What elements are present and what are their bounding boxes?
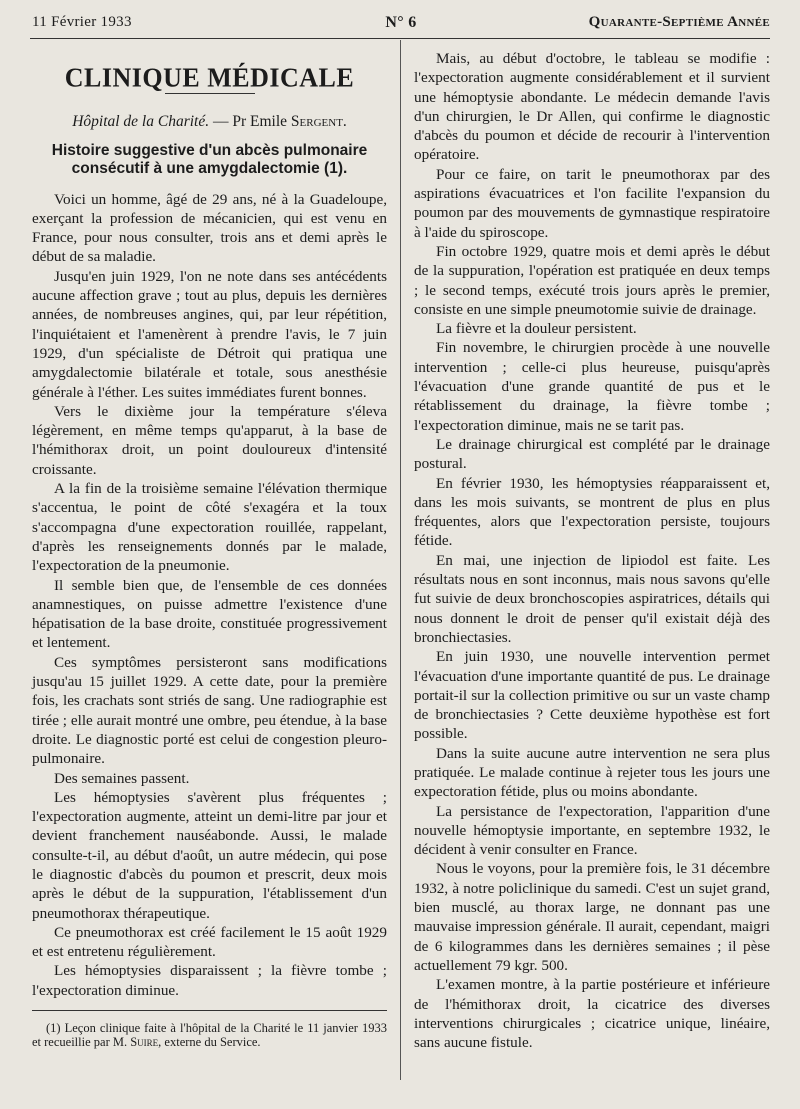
- byline-dash: —: [209, 113, 233, 131]
- body-paragraph: Fin novembre, le chirurgien procède à une nouvelle intervention ; celle-ci plus heureuse, puisqu'après l'évacuation d'une grande quantité de pus et le rétablissement du drainage, la fièvre tombe ; l'expectoration diminue, mais ne se tarit pas.: [414, 339, 770, 434]
- article-title: Histoire suggestive d'un abcès pulmonaire consécutif à une amygdalectomie (1).: [51, 141, 368, 177]
- byline-author-surname: Sergent.: [290, 113, 347, 131]
- footnote-name: Suire: [130, 1035, 159, 1050]
- body-paragraph: Voici un homme, âgé de 29 ans, né à la Guadeloupe, exerçant la profession de mécanicien, qui est venu en France, pour nous consulter, trois ans et demi après le début de sa maladie.: [32, 190, 387, 266]
- body-paragraph: Les hémoptysies disparaissent ; la fièvre tombe ; l'expectoration diminue.: [32, 962, 387, 999]
- body-paragraph: Des semaines passent.: [54, 769, 190, 787]
- column-divider: [400, 40, 401, 1080]
- footnote-text-end: , externe du Service.: [158, 1035, 261, 1050]
- header-rule: [30, 38, 770, 39]
- body-paragraph: Ces symptômes persisteront sans modifications jusqu'au 15 juillet 1929. A cette date, pour la première fois, les crachats sont striés de sang. Une radiographie est tirée ; elle aurait montré une ombre, peu étendue, à la base droite. Le diagnostic porté est celui de congestion pleuro-pulmonaire.: [32, 653, 387, 768]
- issue-number: N° 6: [385, 14, 417, 31]
- body-paragraph: Jusqu'en juin 1929, l'on ne note dans ses antécédents aucune affection grave ; tout au plus, depuis les dernières années, de nombreuses angines, qui, par leur répétition, l'inquiétaient et l'amenèrent à prendre l'avis, le 7 juin 1929, d'un spécialiste de Détroit qui pratiqua une amygdalectomie bilatérale et totale, sous anesthésie générale à l'éther. Les suites immédiates furent bonnes.: [32, 267, 387, 401]
- title-rule: [165, 93, 255, 94]
- right-column: [414, 49, 770, 1052]
- footnote: [32, 1021, 387, 1049]
- running-head: [32, 14, 770, 36]
- body-paragraph: A la fin de la troisième semaine l'élévation thermique s'accentua, le point de côté s'exagéra et la toux s'accompagna d'une expectoration rouillée, rappelant, d'après les renseignements donnés par le malade, l'expectoration de la pneumonie.: [32, 480, 387, 575]
- body-paragraph: Nous le voyons, pour la première fois, le 31 décembre 1932, à notre policlinique du samedi. C'est un sujet grand, bien musclé, au thorax large, ne donnant pas une mauvaise impression générale. Il aurait, cependant, maigri de 6 kilogrammes dans les dernières semaines ; il pèse actuellement 79 kgr. 500.: [414, 860, 770, 974]
- section-title: CLINIQUE MÉDICALE: [64, 62, 355, 93]
- body-paragraph: La persistance de l'expectoration, l'apparition d'une nouvelle hémoptysie importante, en septembre 1932, le décident à venir consulter en France.: [414, 802, 770, 859]
- body-paragraph: Fin octobre 1929, quatre mois et demi après le début de la suppuration, l'opération est pratiquée en deux temps ; le second temps, exécuté trois jours après le premier, consiste en une simple pneumotomie suivie de drainage.: [414, 242, 770, 318]
- byline-author-prefix: Pr Emile: [232, 113, 291, 131]
- footnote-rule: [32, 1010, 387, 1011]
- body-paragraph: Dans la suite aucune autre intervention ne sera plus pratiquée. Le malade continue à rejeter tous les jours une expectoration fétide, plus ou moins abondante.: [414, 744, 770, 801]
- issue-date: 11 Février 1933: [32, 14, 132, 30]
- body-paragraph: L'examen montre, à la partie postérieure et inférieure de l'hémithorax droit, la cicatrice des diverses interventions chirurgicales ; cicatrice unique, linéaire, sans aucune fistule.: [414, 976, 770, 1052]
- byline: [32, 112, 387, 131]
- byline-hospital: Hôpital de la Charité.: [72, 113, 210, 131]
- volume-year: Quarante-Septième Année: [588, 14, 770, 30]
- body-paragraph: En février 1930, les hémoptysies réapparaissent et, dans les mois suivants, se montrent de plus en plus fréquentes, alors que l'expectoration persiste, toujours fétide.: [414, 474, 770, 550]
- body-paragraph: Il semble bien que, de l'ensemble de ces données anamnestiques, on puisse admettre l'existence d'une hépatisation de la base droite, constituée progressivement et lentement.: [32, 576, 387, 652]
- body-paragraph: Mais, au début d'octobre, le tableau se modifie : l'expectoration augmente considérablement et il survient une hémoptysie abondante. Le médecin demande l'avis d'un chirurgien, le Dr Allen, qui confirme le diagnostic d'abcès du poumon et décide de recourir à l'intervention opératoire.: [414, 50, 770, 164]
- body-paragraph: Vers le dixième jour la température s'éleva légèrement, en même temps qu'apparut, à la base de l'hémithorax droit, un point douloureux d'intensité croissante.: [32, 402, 387, 478]
- body-paragraph: La fièvre et la douleur persistent.: [436, 320, 637, 338]
- body-paragraph: En mai, une injection de lipiodol est faite. Les résultats nous en sont inconnus, mais nous savons qu'elle fut suivie de deux bronchoscopies aspiratrices, détails qui nous donnent le droit de penser qu'il existait déjà des bronchiectasies.: [414, 551, 770, 646]
- footnote-text: (1) Leçon clinique faite à l'hôpital de la Charité le 11 janvier 1933 et recueillie par M.: [32, 1021, 387, 1050]
- left-column: [32, 54, 387, 1049]
- body-paragraph: Le drainage chirurgical est complété par le drainage postural.: [414, 435, 770, 473]
- body-paragraph: Les hémoptysies s'avèrent plus fréquentes ; l'expectoration augmente, atteint un demi-litre par jour et devient franchement nauséabonde. Aussi, le malade consulte-t-il, au début d'août, un autre médecin, qui pose le diagnostic d'abcès du poumon et prescrit, deux mois après le début de la suppuration, l'établissement d'un pneumothorax thérapeutique.: [32, 788, 387, 922]
- body-paragraph: Ce pneumothorax est créé facilement le 15 août 1929 et est entretenu régulièrement.: [32, 923, 387, 961]
- body-paragraph: Pour ce faire, on tarit le pneumothorax par des aspirations évacuatrices et l'on facilite l'expansion du poumon par des mouvements de gymnastique respiratoire à l'aide du spiroscope.: [414, 165, 770, 241]
- body-paragraph: En juin 1930, une nouvelle intervention permet l'évacuation d'une importante quantité de pus. Le drainage portait-il sur la collection primitive ou sur un vaste champ de bronchiectasies ? Cette deuxième hypothèse est fort possible.: [414, 648, 770, 743]
